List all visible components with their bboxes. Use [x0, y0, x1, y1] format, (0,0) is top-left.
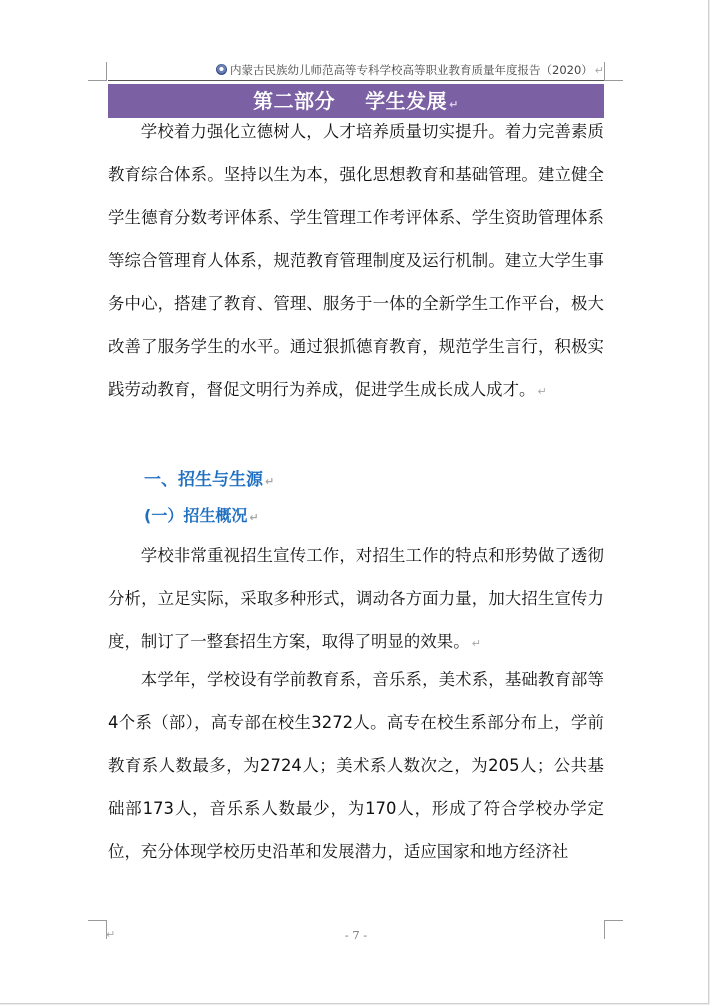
section-title: 学生发展 — [365, 89, 448, 113]
header-title: 内蒙古民族幼儿师范高等专科学校高等职业教育质量年度报告（2020） — [230, 63, 593, 77]
page-number: - 7 - — [344, 928, 368, 942]
paragraph-mark: ↵ — [594, 64, 604, 77]
page-header — [108, 60, 604, 81]
crop-mark-top-left — [88, 62, 107, 81]
heading-level-2: (一）招生概况 ↵ — [144, 506, 259, 525]
enrollment-paragraph: 学校非常重视招生宣传工作，对招生工作的特点和形势做了透彻分析，立足实际，采取多种形式，调动各方面力量，加大招生宣传力度，制订了一整套招生方案，取得了明显的效果。 ↵ — [108, 546, 604, 651]
paragraph-mark: ↵ — [449, 98, 459, 111]
section-number: 第二部分 — [253, 89, 336, 113]
crop-mark-top-right — [604, 62, 623, 81]
school-emblem-icon — [216, 64, 227, 75]
paragraph-mark: ↵ — [471, 637, 481, 650]
intro-paragraph: 学校着力强化立德树人，人才培养质量切实提升。着力完善素质教育综合体系。坚持以生为本，强化思想教育和基础管理。建立健全学生德育分数考评体系、学生管理工作考评体系、学生资助管理体系等综合管理育人体系，规范教育管理制度及运行机制。建立大学生事务中心，搭建了教育、管理、服务于一体的全新学生工作平台，极大改善了服务学生的水平。通过狠抓德育教育，规范学生言行，积极实践劳动教育，督促文明行为养成，促进学生成长成人成才。 ↵ — [108, 122, 604, 399]
paragraph-mark: ↵ — [537, 385, 547, 398]
paragraph-mark: ↵ — [106, 928, 116, 941]
students-paragraph: 本学年，学校设有学前教育系，音乐系，美术系，基础教育部等4个系（部），高专部在校生3272人。高专在校生系部分布上，学前教育系人数最多，为2724人；美术系人数次之，为205人；公共基础部173人，音乐系人数最少，为170人，形成了符合学校办学定位，充分体现学校历史沿革和发展潜力，适应国家和地方经济社 — [108, 670, 604, 861]
paragraph-mark: ↵ — [265, 475, 275, 488]
crop-mark-bottom-left — [88, 920, 107, 939]
heading-level-1: 一、招生与生源 ↵ — [144, 470, 275, 490]
crop-mark-bottom-right — [604, 920, 623, 939]
paragraph-mark: ↵ — [249, 511, 259, 524]
